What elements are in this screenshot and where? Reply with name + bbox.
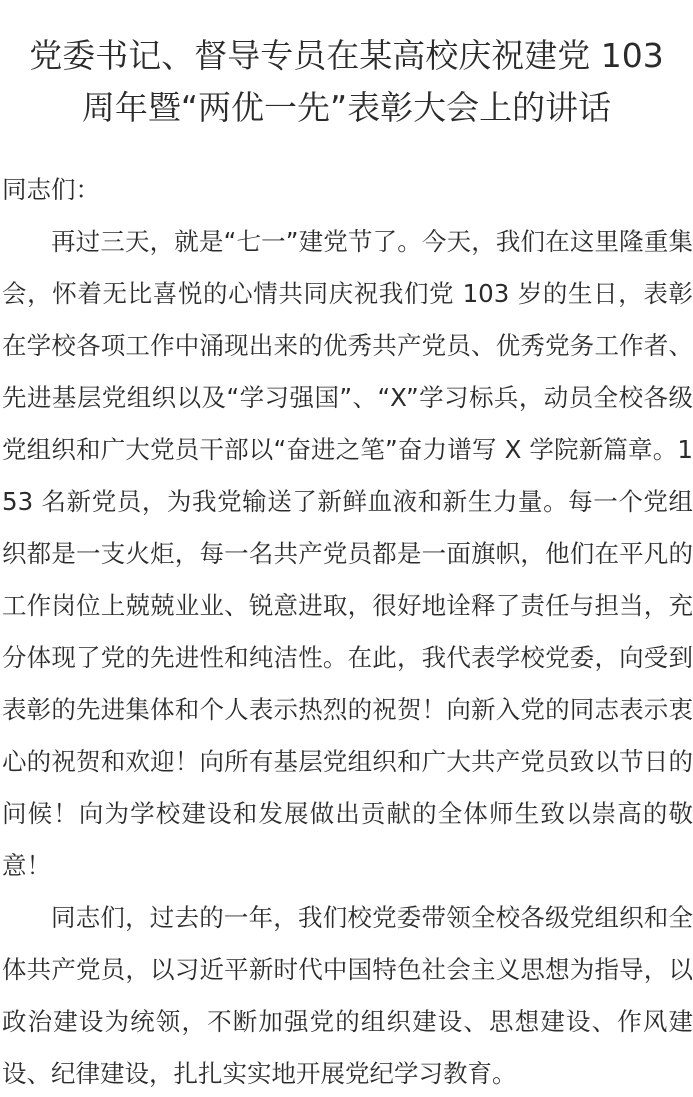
title-line-2: 周年暨“两优一先”表彰大会上的讲话 [81,88,612,127]
document-body [0,164,693,1097]
title-line-1: 党委书记、督导专员在某高校庆祝建党 103 [29,36,664,75]
paragraph-2: 同志们，过去的一年，我们校党委带领全校各级党组织和全体共产党员，以习近平新时代中国特色社会主义思想为指导，以政治建设为统领，不断加强党的组织建设、思想建设、作风建设、纪律建设，扎扎实实地开展党纪学习教育。 [2,903,693,1088]
paragraph-1: 再过三天，就是“七一”建党节了。今天，我们在这里隆重集会，怀着无比喜悦的心情共同庆祝我们党 103 岁的生日，表彰在学校各项工作中涌现出来的优秀共产党员、优秀党务工作者、先进基层党组织以及“学习强国”、“X”学习标兵，动员全校各级党组织和广大党员干部以“奋进之笔”奋力谱写 X 学院新篇章。153 名新党员，为我党输送了新鲜血液和新生力量。每一个党组织都是一支火炬，每一名共产党员都是一面旗帜，他们在平凡的工作岗位上兢兢业业、锐意进取，很好地诠释了责任与担当，充分体现了党的先进性和纯洁性。在此，我代表学校党委，向受到表彰的先进集体和个人表示热烈的祝贺！向新入党的同志表示衷心的祝贺和欢迎！向所有基层党组织和广大共产党员致以节日的问候！向为学校建设和发展做出贡献的全体师生致以崇高的敬意！ [2,227,693,880]
salutation: 同志们： [2,175,100,204]
document-title [0,0,693,134]
